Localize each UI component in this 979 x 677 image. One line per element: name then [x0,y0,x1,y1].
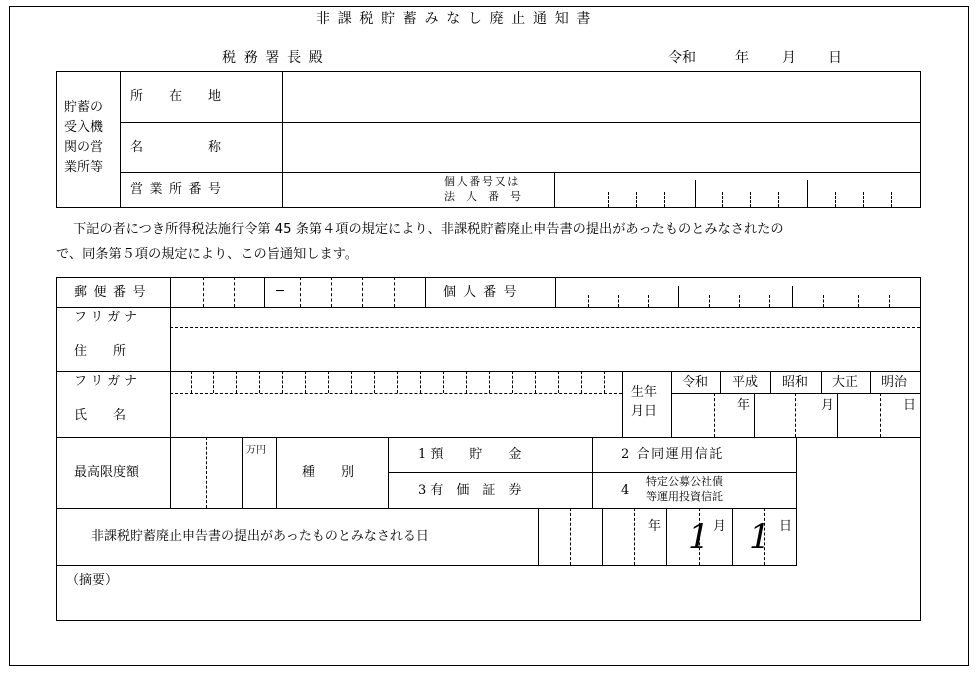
id-number-label-2: 法 人 番 号 [444,190,521,203]
birth-month-label: 月 [821,398,835,413]
kind-option-joint-trust[interactable]: 2 合同運用信託 [621,447,724,462]
address-label: 所 在 地 [130,89,222,104]
max-limit-unit: 万円 [246,445,266,456]
postal-code-field[interactable] [171,278,424,307]
office-number-label: 営業所番号 [130,182,228,197]
kind-option-4-line2[interactable]: 等運用投資信託 [646,490,723,503]
institution-address-field[interactable] [283,72,920,122]
name-label: 名 称 [130,140,222,155]
birth-year-label: 年 [737,398,751,413]
era-reiwa[interactable]: 令和 [682,375,709,390]
name-furigana-field[interactable] [171,372,621,393]
date-day: 日 [828,50,842,66]
birth-day-label: 日 [903,398,917,413]
kind-option-4-line1[interactable]: 特定公募公社債 [646,475,723,488]
deemed-date-label: 非課税貯蓄廃止申告書の提出があったものとみなされる日 [91,529,429,544]
institution-side-label-4: 業所等 [64,160,104,175]
deemed-day-label: 日 [779,519,793,534]
remarks-label: （摘要） [66,573,119,588]
deemed-month-value: 1 [688,517,710,557]
deemed-month-label: 月 [713,519,727,534]
date-era: 令和 [668,50,696,66]
deemed-year-label: 年 [648,519,662,534]
kind-label: 種 別 [302,465,355,480]
person-address-label: 住 所 [74,344,127,359]
notice-line-1: 下記の者につき所得税法施行令第 45 条第４項の規定により、非課税貯蓄廃止申告書の提出があったものとみなされたの [73,222,784,237]
birth-label-2: 月日 [631,404,658,419]
address-furigana-label: フリガナ [74,310,141,325]
kind-option-savings[interactable]: 1 預 貯 金 [418,447,522,462]
remarks-field[interactable] [57,566,920,620]
institution-name-field[interactable] [283,123,920,172]
date-year: 年 [735,50,749,66]
kind-option-securities[interactable]: 3 有 価 証 券 [418,483,522,498]
person-name-field[interactable] [171,394,621,437]
date-month: 月 [782,50,796,66]
max-limit-label: 最高限度額 [74,465,140,480]
era-taisho[interactable]: 大正 [832,375,859,390]
kind-option-4-number[interactable]: 4 [621,483,630,498]
personal-number-field[interactable] [556,278,920,307]
personal-number-label: 個人番号 [443,285,524,300]
name-furigana-label: フリガナ [74,374,141,389]
institution-side-label-1: 貯蓄の [64,100,104,115]
era-heisei[interactable]: 平成 [732,375,759,390]
address-furigana-field[interactable] [171,308,920,327]
person-name-label: 氏 名 [74,408,127,423]
postal-code-dash: ─ [276,284,284,299]
era-meiji[interactable]: 明治 [881,375,908,390]
notice-line-2: で、同条第５項の規定により、この旨通知します。 [56,247,358,262]
form-title: 非課税貯蓄みなし廃止通知書 [316,11,599,27]
institution-side-label-3: 関の営 [64,140,104,155]
era-showa[interactable]: 昭和 [782,375,809,390]
person-address-field[interactable] [171,328,920,371]
addressee: 税務署長殿 [222,50,331,66]
postal-code-label: 郵便番号 [74,285,153,300]
deemed-day-value: 1 [749,517,771,557]
institution-side-label-2: 受入機 [64,120,104,135]
birth-label-1: 生年 [631,385,658,400]
institution-id-number-field[interactable] [555,173,920,207]
id-number-label-1: 個人番号又は [444,175,520,188]
